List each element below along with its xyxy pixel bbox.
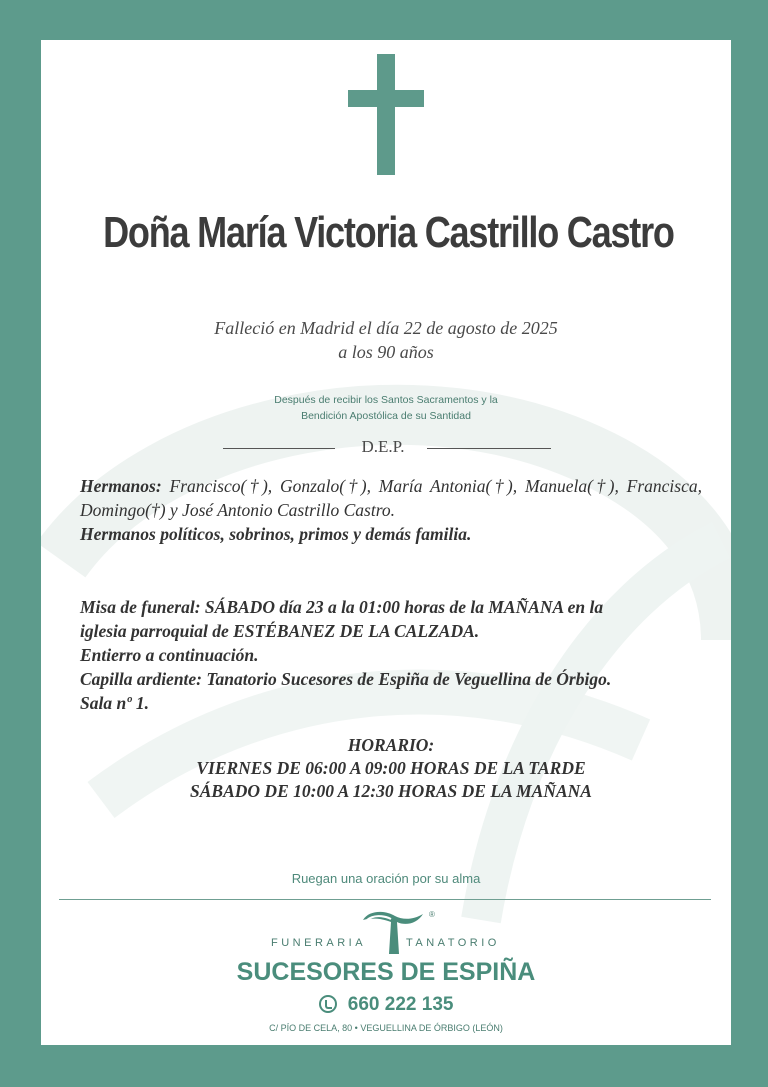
death-notice [41, 316, 731, 364]
funeral-mass-line: Misa de funeral: SÁBADO día 23 a la 01:00 horas de la MAÑANA en la [80, 597, 604, 617]
funeral-details [80, 595, 705, 715]
death-place-date: Falleció en Madrid el día 22 de agosto de 2025 [214, 318, 558, 338]
room-line: Sala nº 1. [80, 693, 149, 713]
dep-row [41, 437, 731, 459]
company-address: C/ PÍO DE CELA, 80 • VEGUELLINA DE ÓRBIGO (LEÓN) [269, 1023, 503, 1033]
sacraments-line-2: Bendición Apostólica de su Santidad [301, 410, 471, 422]
phone-row [41, 994, 731, 1016]
schedule-saturday: SÁBADO DE 10:00 A 12:30 HORAS DE LA MAÑANA [190, 781, 592, 801]
obituary-sheet [41, 40, 731, 1045]
brand-funeraria: FUNERARIA [271, 937, 367, 949]
burial-line: Entierro a continuación. [80, 645, 259, 665]
schedule [41, 734, 731, 803]
siblings-label: Hermanos: [80, 476, 162, 496]
siblings-list: Francisco(†), Gonzalo(†), María Antonia(†), Manuela(†), Francisca, Domingo(†) y José Antonio Castrillo Castro. [80, 476, 702, 520]
other-relatives: Hermanos políticos, sobrinos, primos y demás familia. [80, 524, 472, 544]
brand-tanatorio: TANATORIO [406, 937, 500, 949]
chapel-line: Capilla ardiente: Tanatorio Sucesores de Espiña de Veguellina de Órbigo. [80, 669, 612, 689]
schedule-friday: VIERNES DE 06:00 A 09:00 HORAS DE LA TARDE [196, 758, 586, 778]
family-section [80, 474, 702, 546]
divider-right [427, 448, 551, 449]
funeraria-logo [359, 906, 439, 958]
registered-mark: ® [429, 910, 435, 919]
divider-left [223, 448, 335, 449]
dep-text: D.E.P. [361, 437, 405, 456]
deceased-name: Doña María Victoria Castrillo Castro [103, 208, 674, 257]
cross-icon [348, 54, 424, 175]
sacraments-text [41, 392, 731, 424]
death-age: a los 90 años [338, 342, 434, 362]
phone-number: 660 222 135 [347, 994, 454, 1015]
phone-icon [319, 995, 337, 1013]
prayer-request: Ruegan una oración por su alma [291, 871, 481, 886]
funeral-church-line: iglesia parroquial de ESTÉBANEZ DE LA CALZADA. [80, 621, 480, 641]
sacraments-line-1: Después de recibir los Santos Sacramentos y la [274, 394, 498, 406]
company-name: SUCESORES DE ESPIÑA [236, 958, 536, 986]
footer-divider [59, 899, 711, 900]
schedule-title: HORARIO: [347, 735, 435, 755]
